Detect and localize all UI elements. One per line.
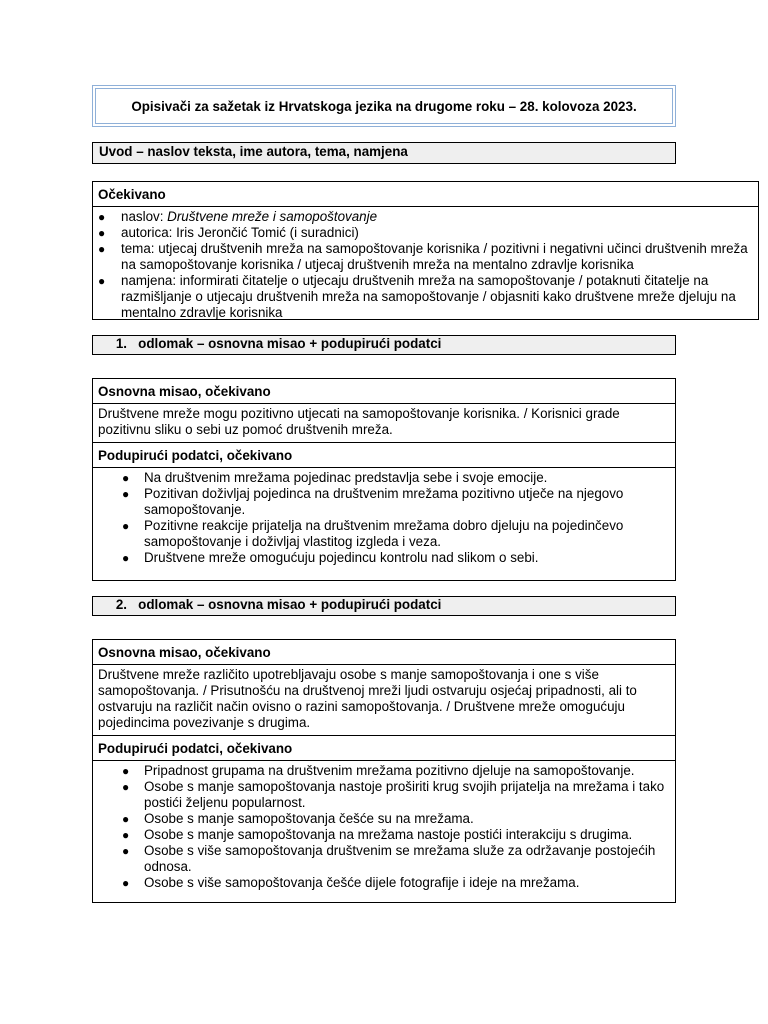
section1-box: [92, 378, 676, 581]
section1-main-header: Osnovna misao, očekivano: [98, 384, 271, 399]
intro-box: [92, 181, 759, 320]
section2-main-text: Društvene mreže različito upotrebljavaju osobe s manje samopoštovanja i one s više samopoštovanja. / Prisutnošću na društvenoj mreži ljudi ostvaruju osjećaj pripadnosti, ali to ostvaruju na različit način ovisno o razini samopoštovanja. / Društvene mreže omogućuju pojedincima povezivanje s drugima.: [98, 667, 637, 730]
list-item: ● Na društvenim mrežama pojedinac predstavlja sebe i svoje emocije.: [122, 470, 548, 485]
title-frame: [92, 85, 676, 127]
section2-box: [92, 639, 676, 903]
list-item: ● Pozitivne reakcije prijatelja na društvenim mrežama dobro djeluju na pojedinčevo samopoštovanje i doživljaj vlastitog izgleda i veza.: [122, 518, 624, 549]
bullet-icon: ●: [122, 764, 130, 778]
section1-list: [93, 468, 675, 570]
intro-header: Očekivano: [98, 187, 166, 202]
bullet-icon: ●: [98, 210, 106, 224]
section2-bar: 2. odlomak – osnovna misao + podupirući podatci: [92, 596, 676, 616]
list-item: ● Osobe s manje samopoštovanja češće su na mrežama.: [122, 811, 474, 826]
bullet-icon: ●: [122, 828, 130, 842]
list-item: ● Društvene mreže omogućuju pojedincu kontrolu nad slikom o sebi.: [122, 550, 539, 565]
document-title: Opisivači za sažetak iz Hrvatskoga jezika na drugome roku – 28. kolovoza 2023.: [95, 88, 673, 124]
section1-main-text: Društvene mreže mogu pozitivno utjecati na samopoštovanje korisnika. / Korisnici grade pozitivnu sliku o sebi uz pomoć društvenih mreža.: [98, 406, 620, 437]
list-item: ● naslov: Društvene mreže i samopoštovanje: [98, 209, 378, 224]
bullet-icon: ●: [122, 551, 130, 565]
section2-list: [93, 761, 675, 895]
list-item: ● Osobe s manje samopoštovanja na mrežama nastoje postići interakciju s drugima.: [122, 827, 633, 842]
bullet-icon: ●: [122, 471, 130, 485]
bullet-icon: ●: [98, 274, 106, 288]
bullet-icon: ●: [98, 226, 106, 240]
section1-bar: 1. odlomak – osnovna misao + podupirući podatci: [92, 335, 676, 355]
list-item: ● Osobe s više samopoštovanja češće dijele fotografije i ideje na mrežama.: [122, 875, 580, 890]
bullet-icon: ●: [98, 242, 106, 256]
list-item: ● Osobe s više samopoštovanja društvenim se mrežama služe za održavanje postojećih odnosa.: [122, 843, 656, 874]
list-item: ● Osobe s manje samopoštovanja nastoje proširiti krug svojih prijatelja na mrežama i tako postići željenu popularnost.: [122, 779, 665, 810]
list-item: ● tema: utjecaj društvenih mreža na samopoštovanje korisnika / pozitivni i negativni učinci društvenih mreža na samopoštovanje korisnika / utjecaj društvenih mreža na mentalno zdravlje korisnika: [98, 241, 748, 272]
list-item: ● autorica: Iris Jerončić Tomić (i suradnici): [98, 225, 359, 240]
list-item: ● namjena: informirati čitatelje o utjecaju društvenih mreža na samopoštovanje / potaknuti čitatelje na razmišljanje o utjecaju društvenih mreža na samopoštovanje / objasniti kako društvene mreže djeluju na mentalno zdravlje korisnika: [98, 273, 736, 320]
bullet-icon: ●: [122, 487, 130, 501]
list-item: ● Pripadnost grupama na društvenim mrežama pozitivno djeluje na samopoštovanje.: [122, 763, 635, 778]
section2-support-header: Podupirući podatci, očekivano: [98, 741, 293, 756]
list-item: ● Pozitivan doživljaj pojedinca na društvenim mrežama pozitivno utječe na njegovo samopoštovanje.: [122, 486, 624, 517]
intro-bar: Uvod – naslov teksta, ime autora, tema, namjena: [92, 142, 676, 164]
section2-main-header: Osnovna misao, očekivano: [98, 645, 271, 660]
section1-support-header: Podupirući podatci, očekivano: [98, 448, 293, 463]
bullet-icon: ●: [122, 812, 130, 826]
bullet-icon: ●: [122, 844, 130, 858]
bullet-icon: ●: [122, 780, 130, 794]
bullet-icon: ●: [122, 876, 130, 890]
bullet-icon: ●: [122, 519, 130, 533]
intro-list: [93, 207, 758, 323]
